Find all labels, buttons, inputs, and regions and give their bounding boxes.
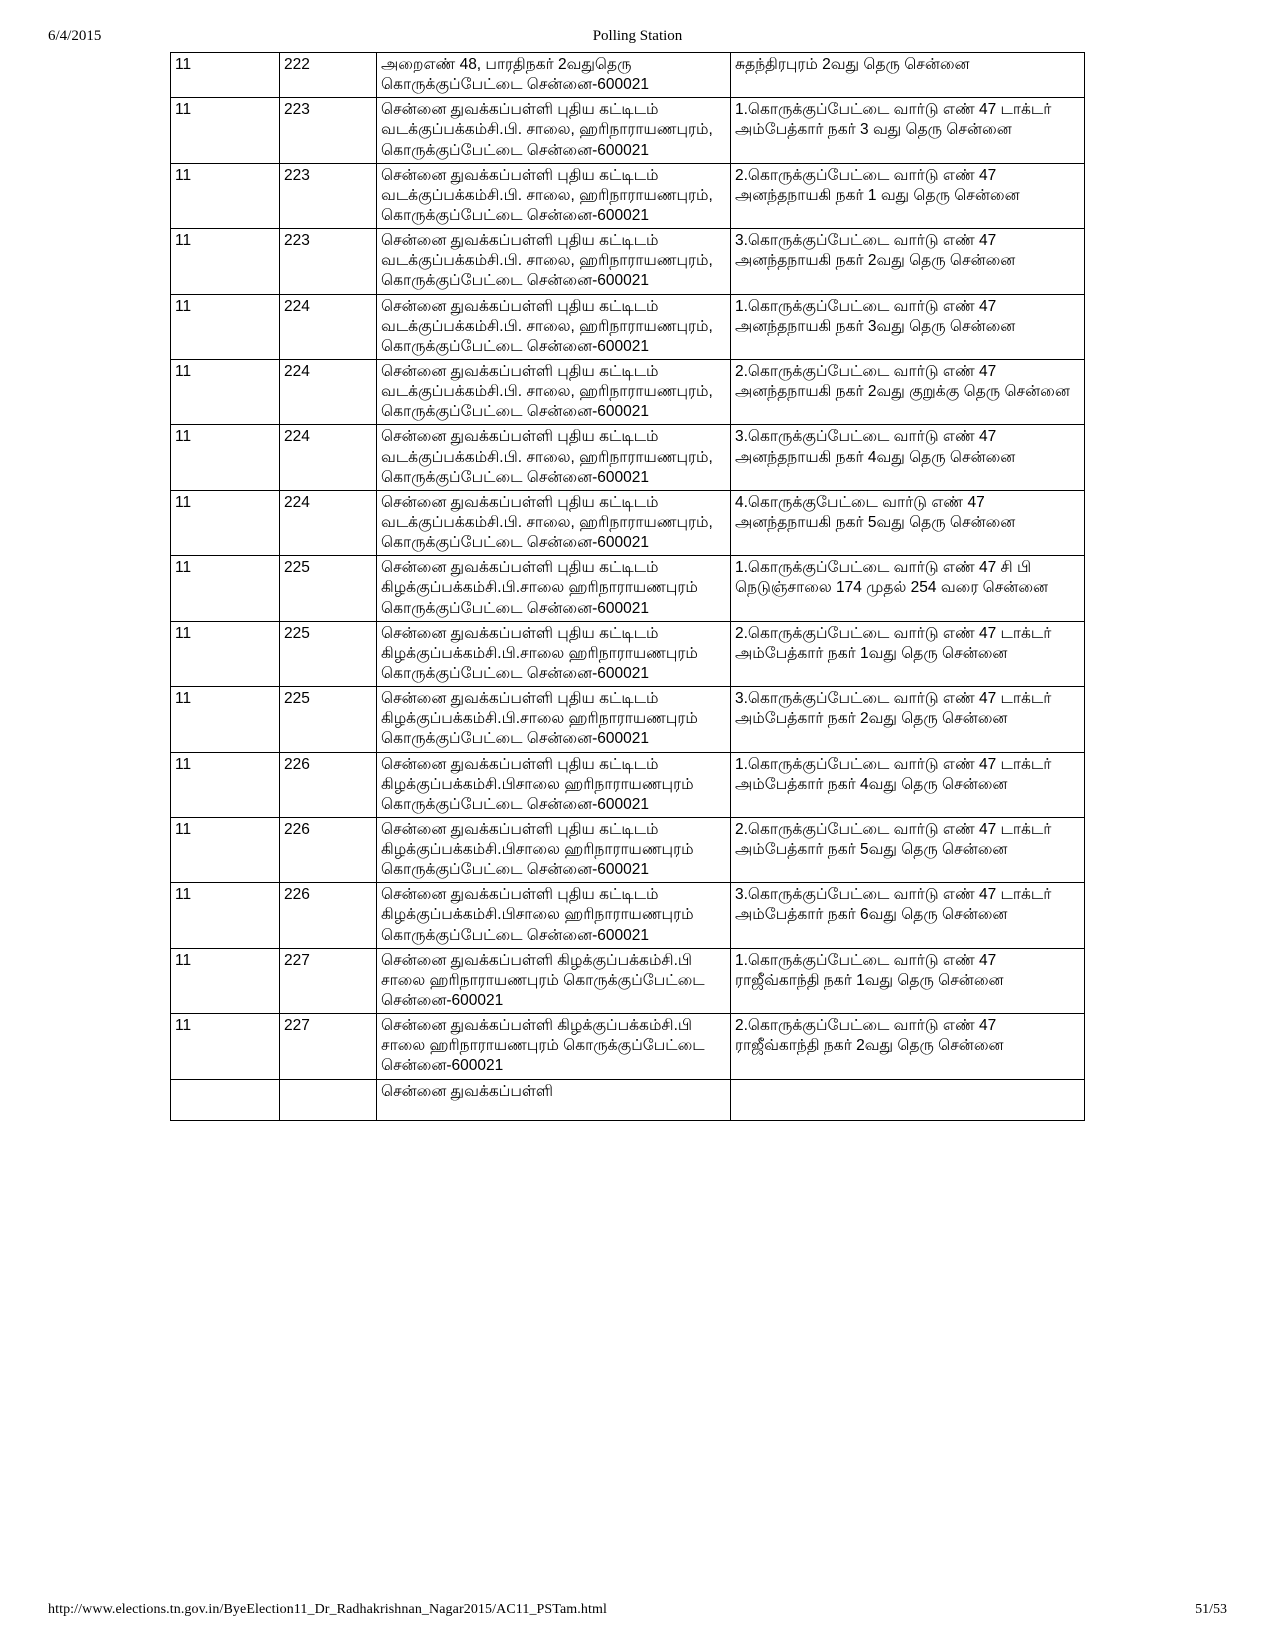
- cell-ps-number: [280, 948, 377, 1013]
- cell-area-description: [731, 294, 1085, 359]
- cell-station-name: [377, 752, 731, 817]
- cell-ac-number: [171, 621, 280, 686]
- cell-station-name: [377, 53, 731, 98]
- cell-area-description-text: 3.கொருக்குப்பேட்டை வார்டு எண் 47 டாக்டர் அம்பேத்கார் நகர் 6வது தெரு சென்னை: [735, 886, 1052, 924]
- cell-ac-number-text: 11: [175, 428, 192, 446]
- table-row: [171, 556, 1085, 621]
- cell-ps-number-text: 226: [284, 820, 310, 838]
- cell-area-description: [731, 53, 1085, 98]
- cell-ps-number: [280, 556, 377, 621]
- cell-ps-number-text: 223: [284, 232, 310, 250]
- cell-ac-number-text: 11: [175, 232, 192, 250]
- table-row: [171, 883, 1085, 948]
- cell-ps-number-text: 222: [284, 56, 310, 73]
- cell-ac-number: [171, 163, 280, 228]
- cell-ac-number: [171, 425, 280, 490]
- table-row: [171, 425, 1085, 490]
- cell-ac-number-text: 11: [175, 166, 192, 184]
- table-row: [171, 621, 1085, 686]
- cell-ac-number-text: 11: [175, 362, 192, 380]
- cell-station-name: [377, 817, 731, 882]
- cell-area-description-text: 2.கொருக்குப்பேட்டை வார்டு எண் 47 ராஜீவ்காந்தி நகர் 2வது தெரு சென்னை: [735, 1017, 1004, 1055]
- table-row: [171, 163, 1085, 228]
- header-date: 6/4/2015: [48, 28, 102, 44]
- cell-ac-number: [171, 490, 280, 555]
- cell-station-name: [377, 948, 731, 1013]
- cell-area-description-text: 1.கொருக்குப்பேட்டை வார்டு எண் 47 ராஜீவ்காந்தி நகர் 1வது தெரு சென்னை: [735, 951, 1004, 989]
- footer-url: http://www.elections.tn.gov.in/ByeElection11_Dr_Radhakrishnan_Nagar2015/AC11_PSTam.html: [48, 1602, 607, 1617]
- cell-station-name: [377, 163, 731, 228]
- table-row: [171, 1079, 1085, 1120]
- table-body: [171, 53, 1085, 1121]
- cell-station-name-text: சென்னை துவக்கப்பள்ளி கிழக்குப்பக்கம்சி.பி சாலை ஹரிநாராயணபுரம் கொருக்குப்பேட்டை சென்னை-600021: [381, 1017, 705, 1075]
- cell-area-description: [731, 948, 1085, 1013]
- polling-station-table: [170, 52, 1085, 1121]
- table-row: [171, 948, 1085, 1013]
- cell-area-description: [731, 490, 1085, 555]
- cell-area-description-text: 3.கொருக்குப்பேட்டை வார்டு எண் 47 அனந்தநாயகி நகர் 4வது தெரு சென்னை: [735, 428, 1016, 466]
- table-row: [171, 752, 1085, 817]
- cell-station-name: [377, 490, 731, 555]
- cell-ps-number: [280, 425, 377, 490]
- cell-area-description-text: 1.கொருக்குப்பேட்டை வார்டு எண் 47 அனந்தநாயகி நகர் 3வது தெரு சென்னை: [735, 297, 1016, 335]
- cell-station-name-text: சென்னை துவக்கப்பள்ளி புதிய கட்டிடம் வடக்குப்பக்கம்சி.பி. சாலை, ஹரிநாராயணபுரம், கொருக்குப்பேட்டை சென்னை-600021: [381, 493, 713, 552]
- table-row: [171, 98, 1085, 163]
- cell-ps-number: [280, 294, 377, 359]
- cell-area-description: [731, 229, 1085, 294]
- cell-area-description-text: சுதந்திரபுரம் 2வது தெரு சென்னை: [735, 56, 970, 73]
- cell-ac-number-text: 11: [175, 820, 192, 838]
- cell-area-description: [731, 425, 1085, 490]
- cell-station-name-text: சென்னை துவக்கப்பள்ளி புதிய கட்டிடம் கிழக்குப்பக்கம்சி.பி.சாலை ஹரிநாராயணபுரம் கொருக்குப்பேட்டை சென்னை-600021: [381, 690, 698, 748]
- cell-ps-number: [280, 53, 377, 98]
- cell-ps-number: [280, 621, 377, 686]
- cell-ps-number-text: 225: [284, 690, 310, 708]
- cell-ac-number: [171, 883, 280, 948]
- cell-area-description-text: 2.கொருக்குப்பேட்டை வார்டு எண் 47 டாக்டர் அம்பேத்கார் நகர் 5வது தெரு சென்னை: [735, 820, 1052, 859]
- cell-ac-number-text: 11: [175, 690, 192, 708]
- cell-station-name-text: அறைஎண் 48, பாரதிநகர் 2வதுதெரு கொருக்குப்பேட்டை சென்னை-600021: [381, 56, 650, 94]
- cell-ps-number-text: 226: [284, 886, 310, 904]
- cell-ac-number: [171, 53, 280, 98]
- cell-station-name: [377, 687, 731, 752]
- cell-area-description-text: 3.கொருக்குப்பேட்டை வார்டு எண் 47 டாக்டர் அம்பேத்கார் நகர் 2வது தெரு சென்னை: [735, 690, 1052, 728]
- cell-ps-number-text: 226: [284, 755, 310, 773]
- cell-area-description: [731, 817, 1085, 882]
- table-row: [171, 817, 1085, 882]
- cell-ac-number: [171, 294, 280, 359]
- cell-ps-number: [280, 359, 377, 424]
- cell-ps-number: [280, 163, 377, 228]
- cell-ac-number: [171, 948, 280, 1013]
- cell-station-name: [377, 425, 731, 490]
- cell-ac-number-text: 11: [175, 886, 192, 904]
- cell-station-name-text: சென்னை துவக்கப்பள்ளி புதிய கட்டிடம் வடக்குப்பக்கம்சி.பி. சாலை, ஹரிநாராயணபுரம், கொருக்குப்பேட்டை சென்னை-600021: [381, 362, 713, 421]
- cell-station-name-text: சென்னை துவக்கப்பள்ளி கிழக்குப்பக்கம்சி.பி சாலை ஹரிநாராயணபுரம் கொருக்குப்பேட்டை சென்னை-600021: [381, 951, 705, 1010]
- cell-ps-number: [280, 490, 377, 555]
- cell-area-description: [731, 883, 1085, 948]
- cell-ps-number: [280, 229, 377, 294]
- cell-ac-number-text: 11: [175, 297, 192, 315]
- cell-ps-number-text: 224: [284, 428, 310, 446]
- cell-area-description: [731, 556, 1085, 621]
- cell-station-name-text: சென்னை துவக்கப்பள்ளி புதிய கட்டிடம் வடக்குப்பக்கம்சி.பி. சாலை, ஹரிநாராயணபுரம், கொருக்குப்பேட்டை சென்னை-600021: [381, 232, 713, 290]
- cell-area-description: [731, 687, 1085, 752]
- cell-station-name: [377, 98, 731, 163]
- cell-area-description-text: 2.கொருக்குப்பேட்டை வார்டு எண் 47 அனந்தநாயகி நகர் 2வது குறுக்கு தெரு சென்னை: [735, 362, 1070, 401]
- cell-area-description-text: 2.கொருக்குப்பேட்டை வார்டு எண் 47 அனந்தநாயகி நகர் 1 வது தெரு சென்னை: [735, 166, 1020, 204]
- cell-area-description-text: 4.கொருக்குபேட்டை வார்டு எண் 47 அனந்தநாயகி நகர் 5வது தெரு சென்னை: [735, 493, 1016, 531]
- cell-ac-number-text: 11: [175, 1017, 192, 1035]
- cell-area-description: [731, 1079, 1085, 1120]
- cell-ac-number: [171, 98, 280, 163]
- cell-station-name-text: சென்னை துவக்கப்பள்ளி: [381, 1082, 553, 1100]
- cell-station-name: [377, 229, 731, 294]
- cell-station-name: [377, 1014, 731, 1079]
- cell-area-description: [731, 359, 1085, 424]
- cell-area-description: [731, 163, 1085, 228]
- cell-area-description: [731, 752, 1085, 817]
- cell-ps-number: [280, 1079, 377, 1120]
- cell-ac-number-text: 11: [175, 56, 192, 73]
- cell-ps-number: [280, 883, 377, 948]
- page-header: [0, 28, 1275, 48]
- cell-area-description: [731, 1014, 1085, 1079]
- cell-station-name: [377, 621, 731, 686]
- cell-ac-number-text: 11: [175, 559, 192, 577]
- table-row: [171, 294, 1085, 359]
- page-footer: [0, 1602, 1275, 1622]
- cell-area-description-text: 3.கொருக்குப்பேட்டை வார்டு எண் 47 அனந்தநாயகி நகர் 2வது தெரு சென்னை: [735, 232, 1016, 270]
- cell-area-description: [731, 98, 1085, 163]
- cell-ac-number-text: 11: [175, 951, 192, 969]
- cell-ps-number-text: 227: [284, 951, 310, 969]
- cell-ps-number-text: 225: [284, 624, 310, 642]
- table-row: [171, 1014, 1085, 1079]
- cell-station-name: [377, 883, 731, 948]
- cell-ps-number: [280, 752, 377, 817]
- cell-ps-number-text: 223: [284, 101, 310, 119]
- cell-ac-number-text: 11: [175, 755, 192, 773]
- cell-ps-number-text: 223: [284, 166, 310, 184]
- cell-ac-number-text: 11: [175, 101, 192, 119]
- cell-ac-number: [171, 817, 280, 882]
- cell-ac-number: [171, 1014, 280, 1079]
- cell-station-name-text: சென்னை துவக்கப்பள்ளி புதிய கட்டிடம் வடக்குப்பக்கம்சி.பி. சாலை, ஹரிநாராயணபுரம், கொருக்குப்பேட்டை சென்னை-600021: [381, 101, 713, 159]
- cell-station-name-text: சென்னை துவக்கப்பள்ளி புதிய கட்டிடம் கிழக்குப்பக்கம்சி.பிசாலை ஹரிநாராயணபுரம் கொருக்குப்பேட்டை சென்னை-600021: [381, 755, 694, 813]
- cell-station-name: [377, 294, 731, 359]
- table-row: [171, 490, 1085, 555]
- cell-ac-number: [171, 359, 280, 424]
- cell-station-name-text: சென்னை துவக்கப்பள்ளி புதிய கட்டிடம் வடக்குப்பக்கம்சி.பி. சாலை, ஹரிநாராயணபுரம், கொருக்குப்பேட்டை சென்னை-600021: [381, 428, 713, 486]
- cell-station-name-text: சென்னை துவக்கப்பள்ளி புதிய கட்டிடம் கிழக்குப்பக்கம்சி.பிசாலை ஹரிநாராயணபுரம் கொருக்குப்பேட்டை சென்னை-600021: [381, 820, 694, 879]
- cell-ps-number: [280, 817, 377, 882]
- cell-ps-number: [280, 98, 377, 163]
- cell-station-name-text: சென்னை துவக்கப்பள்ளி புதிய கட்டிடம் வடக்குப்பக்கம்சி.பி. சாலை, ஹரிநாராயணபுரம், கொருக்குப்பேட்டை சென்னை-600021: [381, 166, 713, 224]
- cell-station-name-text: சென்னை துவக்கப்பள்ளி புதிய கட்டிடம் கிழக்குப்பக்கம்சி.பிசாலை ஹரிநாராயணபுரம் கொருக்குப்பேட்டை சென்னை-600021: [381, 886, 694, 944]
- cell-station-name: [377, 556, 731, 621]
- cell-station-name-text: சென்னை துவக்கப்பள்ளி புதிய கட்டிடம் கிழக்குப்பக்கம்சி.பி.சாலை ஹரிநாராயணபுரம் கொருக்குப்பேட்டை சென்னை-600021: [381, 624, 698, 682]
- cell-ac-number: [171, 556, 280, 621]
- cell-station-name-text: சென்னை துவக்கப்பள்ளி புதிய கட்டிடம் வடக்குப்பக்கம்சி.பி. சாலை, ஹரிநாராயணபுரம், கொருக்குப்பேட்டை சென்னை-600021: [381, 297, 713, 355]
- cell-station-name: [377, 359, 731, 424]
- cell-ps-number-text: 225: [284, 559, 310, 577]
- cell-ps-number-text: 224: [284, 493, 310, 511]
- cell-ac-number: [171, 229, 280, 294]
- table-row: [171, 359, 1085, 424]
- table-row: [171, 687, 1085, 752]
- cell-ac-number-text: 11: [175, 624, 192, 642]
- cell-ac-number: [171, 687, 280, 752]
- cell-area-description-text: 2.கொருக்குப்பேட்டை வார்டு எண் 47 டாக்டர் அம்பேத்கார் நகர் 1வது தெரு சென்னை: [735, 624, 1052, 662]
- cell-station-name: [377, 1079, 731, 1120]
- cell-area-description-text: 1.கொருக்குப்பேட்டை வார்டு எண் 47 டாக்டர் அம்பேத்கார் நகர் 3 வது தெரு சென்னை: [735, 101, 1052, 139]
- cell-area-description-text: 1.கொருக்குப்பேட்டை வார்டு எண் 47 சி பி நெடுஞ்சாலை 174 முதல் 254 வரை சென்னை: [735, 559, 1049, 597]
- cell-ac-number: [171, 1079, 280, 1120]
- cell-ps-number-text: 224: [284, 297, 310, 315]
- cell-area-description-text: 1.கொருக்குப்பேட்டை வார்டு எண் 47 டாக்டர் அம்பேத்கார் நகர் 4வது தெரு சென்னை: [735, 755, 1052, 793]
- cell-station-name-text: சென்னை துவக்கப்பள்ளி புதிய கட்டிடம் கிழக்குப்பக்கம்சி.பி.சாலை ஹரிநாராயணபுரம் கொருக்குப்பேட்டை சென்னை-600021: [381, 559, 698, 617]
- table-row: [171, 53, 1085, 98]
- cell-area-description: [731, 621, 1085, 686]
- cell-ac-number: [171, 752, 280, 817]
- cell-ac-number-text: 11: [175, 493, 192, 511]
- footer-page-number: 51/53: [1195, 1602, 1227, 1617]
- cell-ps-number-text: 224: [284, 362, 310, 380]
- table-row: [171, 229, 1085, 294]
- cell-ps-number: [280, 1014, 377, 1079]
- cell-ps-number: [280, 687, 377, 752]
- cell-ps-number-text: 227: [284, 1017, 310, 1035]
- page-title: Polling Station: [592, 28, 683, 44]
